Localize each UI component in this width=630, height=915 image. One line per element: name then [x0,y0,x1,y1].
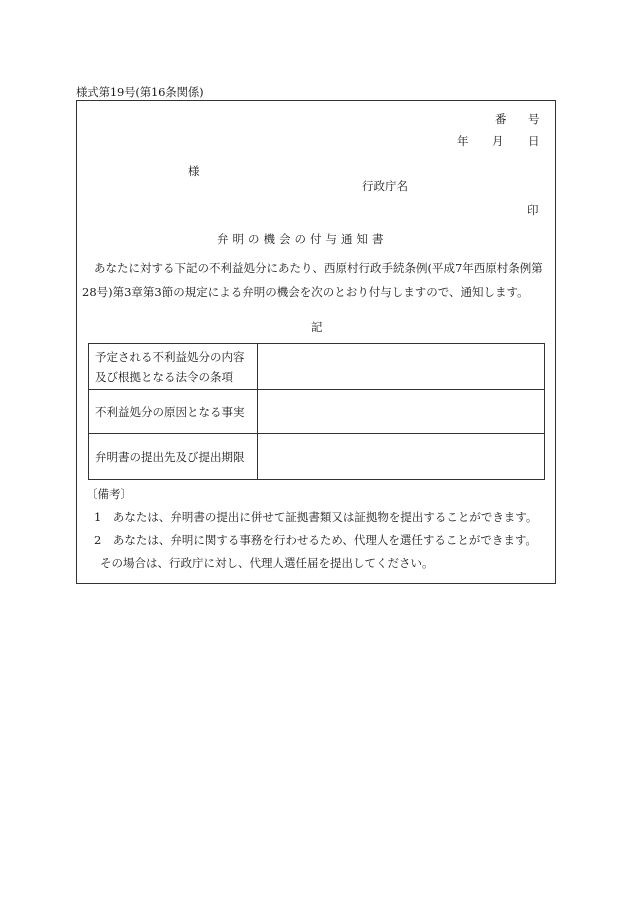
table-label-cell [89,390,258,434]
label-line: 不利益処分の原因となる事実 [95,404,245,419]
table-row [89,390,545,434]
table-value-cell [258,390,545,434]
seal-mark: 印 [527,203,539,217]
date-day: 日 [528,134,540,148]
form-number-label: 様式第19号(第16条関係) [76,85,204,99]
label-line: 及び根拠となる法令の条項 [95,369,233,384]
label-line: 弁明書の提出先及び提出期限 [95,449,245,464]
note-item: その場合は、行政庁に対し、代理人選任届を提出してください。 [100,556,434,570]
details-table [88,343,545,480]
date-month: 月 [492,134,504,148]
note-item: 1 あなたは、弁明書の提出に併せて証拠書類又は証拠物を提出することができます。 [94,510,538,524]
date-year: 年 [457,134,469,148]
table-row [89,344,545,390]
number-char-2: 号 [528,112,540,126]
number-char-1: 番 [495,112,507,126]
table-label-cell [89,344,258,390]
table-label-cell [89,434,258,480]
note-item: 2 あなたは、弁明に関する事務を行わせるため、代理人を選任することができます。 [94,533,537,547]
table-value-cell [258,434,545,480]
record-heading: 記 [311,320,323,334]
table-row [89,434,545,480]
notice-body: あなたに対する下記の不利益処分にあたり、西原村行政手続条例(平成7年西原村条例第28号)第3章第3節の規定による弁明の機会を次のとおり付与しますので、通知します。 [82,261,543,299]
addressee-suffix: 様 [188,164,200,178]
notes-heading: 〔備考〕 [86,487,132,501]
document-title: 弁明の機会の付与通知書 [217,232,388,246]
agency-name: 行政庁名 [362,179,408,193]
label-line: 予定される不利益処分の内容 [95,349,245,364]
table-value-cell [258,344,545,390]
